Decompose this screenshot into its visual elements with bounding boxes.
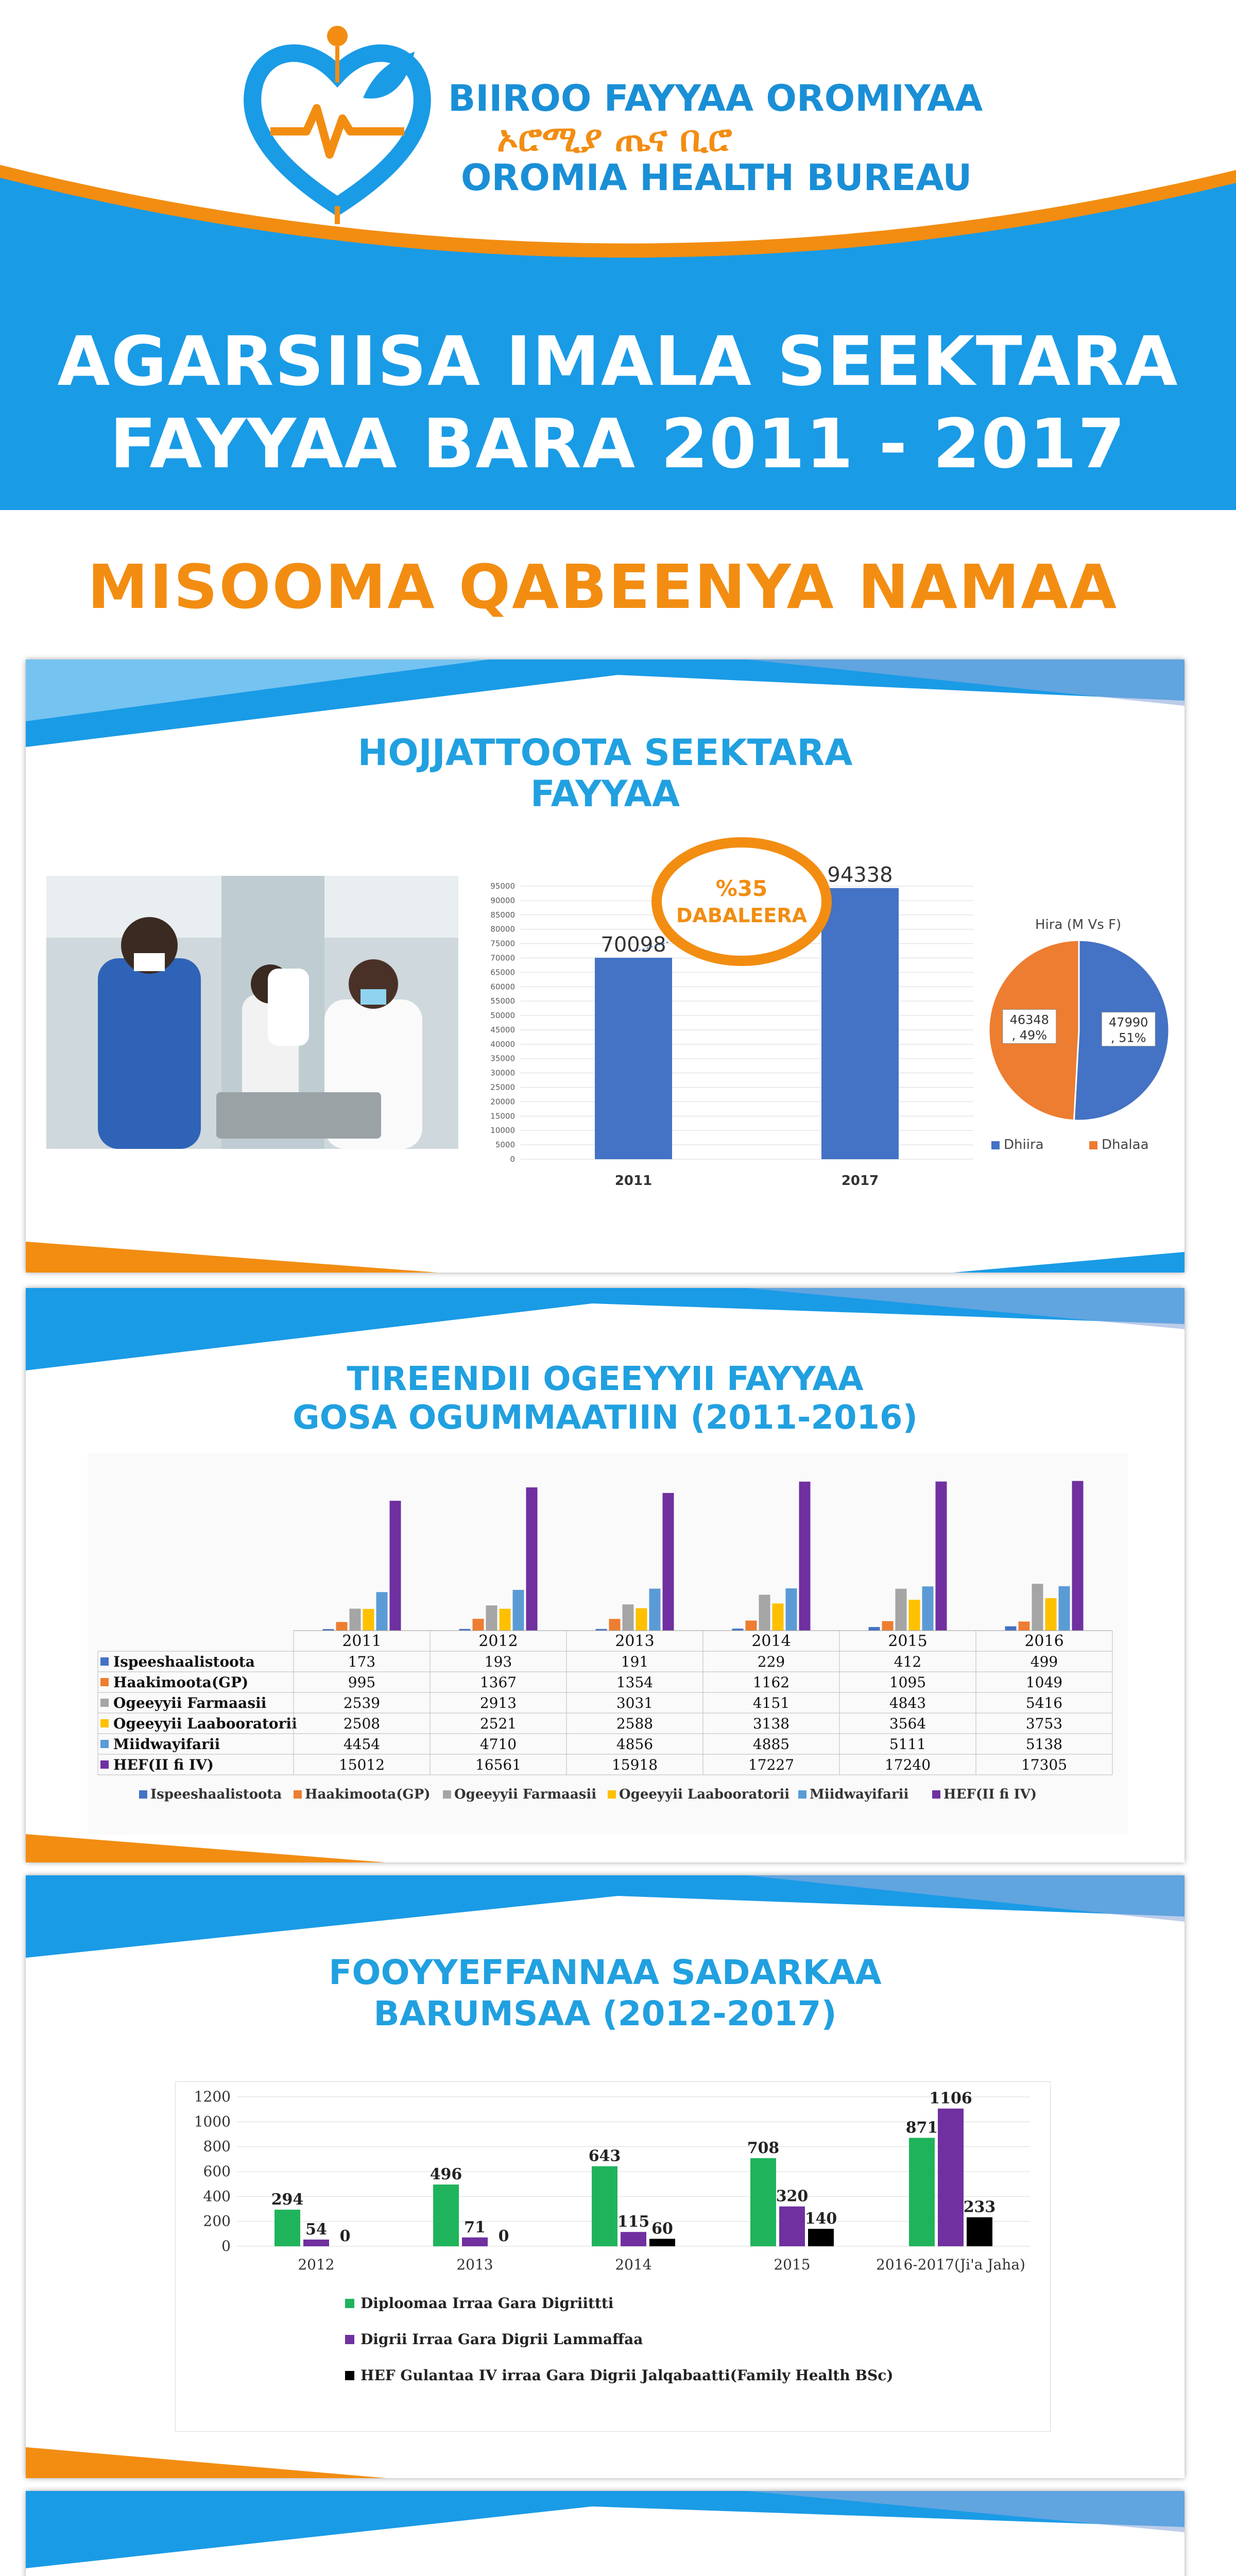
table-year-header: 2016 [1024, 1632, 1064, 1650]
y-tick-label: 95000 [490, 882, 515, 891]
bar-series3-2014 [649, 2239, 675, 2247]
panel2-title-line2: GOSA OGUMMAATIIN (2011-2016) [293, 1399, 918, 1437]
bar-series2-2015 [779, 2207, 805, 2246]
y-tick-label: 85000 [490, 910, 515, 920]
bar-miidwayifarii-2016 [1059, 1586, 1070, 1631]
table-cell: 3564 [889, 1715, 926, 1732]
table-cell: 5138 [1025, 1736, 1063, 1753]
y-tick-label: 200 [203, 2212, 231, 2230]
bar-ispeeshaalistoota-2016 [1005, 1626, 1017, 1631]
panel-professional-trend [26, 1288, 1184, 1862]
increase-badge [649, 835, 834, 969]
data-label: 60 [651, 2219, 673, 2238]
table-series-swatch [100, 1678, 109, 1686]
table-cell: 17305 [1021, 1756, 1068, 1773]
panel1-title-line2: FAYYAA [530, 773, 680, 815]
bar-series2-2013 [462, 2238, 488, 2246]
bar-series2-2016-2017(Ji'a Jaha) [938, 2109, 964, 2246]
pie-data-label: 47990 [1109, 1015, 1148, 1030]
table-cell: 15918 [611, 1756, 658, 1773]
legend-label: Dhalaa [1102, 1137, 1149, 1153]
bar-series1-2014 [592, 2166, 617, 2246]
badge-percent: %35 [715, 876, 768, 901]
table-cell: 1162 [752, 1674, 790, 1691]
bar-series2-2014 [621, 2232, 646, 2246]
y-tick-label: 800 [203, 2138, 231, 2155]
bar-ogeeyyii-farmaasii-2016 [1032, 1584, 1043, 1631]
header-banner [0, 0, 1236, 510]
table-cell: 3138 [752, 1715, 790, 1732]
y-tick-label: 30000 [490, 1068, 515, 1078]
bar-miidwayifarii-2013 [649, 1588, 661, 1631]
bar-series2-2012 [303, 2240, 329, 2246]
table-series-swatch [100, 1760, 109, 1769]
table-series-name: Ogeeyyii Laabooratorii [113, 1715, 297, 1732]
table-cell: 1354 [616, 1674, 654, 1691]
panel3-title-line2: BARUMSAA (2012-2017) [373, 1994, 837, 2033]
x-category-label: 2017 [841, 1173, 879, 1189]
table-series-name: HEF(II fi IV) [113, 1756, 214, 1773]
table-cell: 4856 [616, 1736, 654, 1753]
table-cell: 17240 [884, 1756, 931, 1773]
table-series-swatch [100, 1740, 109, 1748]
bar-haakimoota-gp--2013 [609, 1619, 621, 1631]
y-tick-label: 600 [203, 2163, 231, 2180]
org-name-oromo: BIIROO FAYYAA OROMIYAA [448, 77, 983, 120]
table-cell: 191 [621, 1653, 649, 1670]
table-cell: 499 [1030, 1653, 1058, 1670]
legend-label: HEF(II fi IV) [943, 1787, 1037, 1802]
y-tick-label: 80000 [490, 924, 515, 934]
table-cell: 5111 [889, 1736, 926, 1753]
bar-2011 [595, 958, 672, 1159]
bar-series3-2015 [808, 2229, 834, 2246]
bar-hef-ii-fi-iv--2014 [799, 1482, 811, 1631]
panel-guidelines [26, 2491, 1184, 2576]
y-tick-label: 400 [203, 2188, 231, 2205]
y-tick-label: 70000 [490, 953, 515, 963]
table-cell: 995 [348, 1674, 376, 1691]
bar-hef-ii-fi-iv--2016 [1072, 1481, 1084, 1631]
table-cell: 4885 [752, 1736, 790, 1753]
pie-title: Hira (M Vs F) [1035, 917, 1122, 933]
table-cell: 4454 [343, 1736, 381, 1753]
table-year-header: 2011 [342, 1632, 382, 1650]
legend-swatch [294, 1790, 302, 1799]
table-cell: 16561 [475, 1756, 522, 1773]
x-category-label: 2015 [774, 2256, 811, 2273]
bar-ogeeyyii-farmaasii-2014 [759, 1595, 770, 1631]
panel-education-upgrade [26, 1875, 1184, 2478]
legend-swatch [608, 1790, 616, 1799]
data-label: 71 [464, 2218, 486, 2236]
y-tick-label: 0 [221, 2238, 231, 2255]
table-cell: 229 [757, 1653, 785, 1670]
table-cell: 2521 [479, 1715, 517, 1732]
legend-swatch [798, 1790, 806, 1799]
bar-ogeeyyii-farmaasii-2012 [486, 1605, 497, 1631]
y-tick-label: 15000 [490, 1111, 515, 1121]
table-cell: 3753 [1025, 1715, 1063, 1732]
bar-series1-2013 [433, 2184, 459, 2246]
y-tick-label: 60000 [490, 982, 515, 992]
bar-series1-2015 [750, 2158, 776, 2246]
data-label: 115 [617, 2213, 650, 2231]
data-label: 140 [804, 2210, 837, 2228]
legend-label: Haakimoota(GP) [305, 1787, 431, 1802]
data-label: 294 [271, 2190, 304, 2209]
y-tick-label: 55000 [490, 996, 515, 1006]
bar-ogeeyyii-farmaasii-2015 [896, 1589, 907, 1631]
bar-hef-ii-fi-iv--2012 [526, 1487, 538, 1631]
y-tick-label: 25000 [490, 1082, 515, 1092]
table-series-name: Haakimoota(GP) [113, 1674, 249, 1691]
y-tick-label: 45000 [490, 1025, 515, 1035]
data-label: 496 [430, 2165, 462, 2184]
table-year-header: 2015 [888, 1632, 928, 1650]
heart-logo-icon [234, 21, 440, 227]
legend-swatch [991, 1141, 1000, 1149]
bar-miidwayifarii-2014 [786, 1588, 797, 1631]
table-series-name: Miidwayifarii [113, 1736, 220, 1753]
legend-swatch [1089, 1141, 1097, 1149]
table-cell: 2539 [343, 1694, 381, 1711]
bar-miidwayifarii-2012 [513, 1590, 524, 1631]
table-cell: 173 [348, 1653, 376, 1670]
hero-title-line1: AGARSIISA IMALA SEEKTARA [57, 322, 1179, 401]
pie-data-label: , 49% [1011, 1028, 1048, 1043]
y-tick-label: 20000 [490, 1097, 515, 1107]
bar-ogeeyyii-laabooratorii-2013 [636, 1608, 647, 1631]
pie-data-label: 46348 [1009, 1012, 1049, 1027]
x-category-label: 2013 [456, 2256, 493, 2273]
legend-swatch [932, 1790, 940, 1799]
bar-series3-2016-2017(Ji'a Jaha) [967, 2217, 992, 2246]
data-label: 320 [776, 2187, 809, 2206]
bar-hef-ii-fi-iv--2011 [390, 1501, 401, 1631]
table-series-swatch [100, 1719, 109, 1727]
y-tick-label: 90000 [490, 895, 515, 905]
bar-ogeeyyii-laabooratorii-2012 [500, 1609, 511, 1631]
bar-ispeeshaalistoota-2015 [869, 1627, 880, 1631]
bar-haakimoota-gp--2015 [882, 1621, 894, 1631]
table-cell: 2913 [479, 1694, 517, 1711]
table-cell: 193 [484, 1653, 512, 1670]
professional-trend-chart [88, 1453, 1128, 1834]
bar-hef-ii-fi-iv--2015 [936, 1482, 947, 1631]
panel-decoration [26, 2491, 1184, 2576]
x-category-label: 2011 [614, 1173, 653, 1189]
data-label: 233 [963, 2198, 996, 2216]
x-category-label: 2012 [298, 2256, 335, 2273]
legend-label: HEF Gulantaa IV irraa Gara Digrii Jalqabaatti(Family Health BSc) [360, 2367, 894, 2384]
table-cell: 17227 [748, 1756, 795, 1773]
table-cell: 1367 [479, 1674, 517, 1691]
table-cell: 4843 [889, 1694, 926, 1711]
x-category-label: 2016-2017(Ji'a Jaha) [876, 2256, 1025, 2273]
table-year-header: 2014 [751, 1632, 791, 1650]
y-tick-label: 5000 [495, 1140, 515, 1150]
table-cell: 412 [894, 1653, 922, 1670]
y-tick-label: 65000 [490, 968, 515, 977]
table-series-name: Ogeeyyii Farmaasii [113, 1694, 267, 1711]
table-cell: 4151 [752, 1694, 790, 1711]
panel3-title-line1: FOOYYEFFANNAA SADARKAA [329, 1953, 882, 1992]
y-tick-label: 40000 [490, 1039, 515, 1049]
table-cell: 3031 [616, 1694, 654, 1711]
badge-text: DABALEERA [676, 904, 808, 927]
table-year-header: 2012 [478, 1632, 518, 1650]
table-cell: 2588 [616, 1715, 654, 1732]
bar-series1-2012 [274, 2210, 300, 2246]
gender-pie-chart [973, 938, 1184, 1154]
data-label: 708 [747, 2139, 780, 2157]
bar-ogeeyyii-farmaasii-2013 [623, 1604, 634, 1631]
bar-miidwayifarii-2015 [922, 1586, 934, 1631]
bar-ispeeshaalistoota-2014 [732, 1629, 744, 1631]
org-name-english: OROMIA HEALTH BUREAU [461, 157, 972, 199]
table-cell: 1049 [1025, 1674, 1063, 1691]
data-label: 643 [588, 2147, 621, 2165]
legend-swatch [345, 2371, 354, 2380]
org-name-amharic: ኦሮሚያ ጤና ቢሮ [497, 117, 732, 160]
bar-haakimoota-gp--2012 [473, 1619, 484, 1631]
panel1-title-line1: HOJJATTOOTA SEEKTARA [357, 732, 853, 774]
data-label: 54 [305, 2220, 327, 2239]
y-tick-label: 10000 [490, 1126, 515, 1136]
legend-label: Miidwayifarii [810, 1787, 909, 1802]
data-label: 871 [905, 2119, 938, 2137]
y-tick-label: 75000 [490, 939, 515, 948]
bar-series1-2016-2017(Ji'a Jaha) [909, 2138, 935, 2246]
y-tick-label: 1200 [194, 2088, 231, 2105]
education-upgrade-chart [175, 2081, 1051, 2432]
legend-swatch [139, 1790, 147, 1799]
legend-swatch [443, 1790, 451, 1799]
legend-swatch [345, 2335, 354, 2344]
bar-miidwayifarii-2011 [376, 1592, 388, 1631]
legend-label: Ispeeshaalistoota [150, 1787, 282, 1802]
y-tick-label: 50000 [490, 1011, 515, 1021]
table-cell: 5416 [1025, 1694, 1063, 1711]
bar-ogeeyyii-laabooratorii-2014 [772, 1603, 784, 1631]
table-series-swatch [100, 1699, 109, 1707]
bar-hef-ii-fi-iv--2013 [663, 1493, 674, 1631]
bar-ogeeyyii-laabooratorii-2011 [363, 1609, 374, 1631]
panel-health-workforce [26, 659, 1184, 1273]
data-label: 94338 [827, 866, 893, 887]
legend-swatch [345, 2299, 354, 2308]
table-cell: 2508 [343, 1715, 381, 1732]
data-label: 0 [339, 2227, 351, 2245]
data-label: 1106 [929, 2089, 972, 2108]
table-cell: 15012 [338, 1756, 385, 1773]
y-tick-label: 0 [510, 1155, 515, 1164]
bar-ogeeyyii-laabooratorii-2016 [1045, 1598, 1057, 1631]
legend-label: Digrii Irraa Gara Digrii Lammaffaa [360, 2331, 643, 2348]
legend-label: Diploomaa Irraa Gara Digriittti [360, 2295, 614, 2312]
data-label: 70098 [600, 933, 666, 957]
table-year-header: 2013 [615, 1632, 655, 1650]
y-tick-label: 35000 [490, 1054, 515, 1063]
bar-haakimoota-gp--2016 [1019, 1621, 1030, 1631]
pie-data-label: , 51% [1110, 1030, 1146, 1045]
hero-title-line2: FAYYAA BARA 2011 - 2017 [110, 404, 1126, 484]
panel2-title-line1: TIREENDII OGEEYYII FAYYAA [347, 1360, 864, 1398]
y-tick-label: 1000 [194, 2113, 231, 2130]
bar-ogeeyyii-laabooratorii-2015 [909, 1600, 920, 1631]
legend-label: Dhiira [1004, 1137, 1044, 1153]
legend-label: Ogeeyyii Laabooratorii [619, 1787, 790, 1802]
legend-label: Ogeeyyii Farmaasii [454, 1787, 597, 1802]
table-series-swatch [100, 1657, 109, 1666]
table-cell: 1095 [889, 1674, 926, 1691]
section-heading: MISOOMA QABEENYA NAMAA [88, 551, 1119, 622]
data-label: 0 [498, 2227, 509, 2245]
table-series-name: Ispeeshaalistoota [113, 1653, 255, 1670]
health-workers-photo [46, 876, 458, 1149]
bar-haakimoota-gp--2011 [336, 1622, 348, 1631]
table-cell: 4710 [479, 1736, 517, 1753]
bar-ogeeyyii-farmaasii-2011 [350, 1608, 361, 1631]
bar-haakimoota-gp--2014 [746, 1620, 757, 1631]
x-category-label: 2014 [615, 2256, 652, 2273]
